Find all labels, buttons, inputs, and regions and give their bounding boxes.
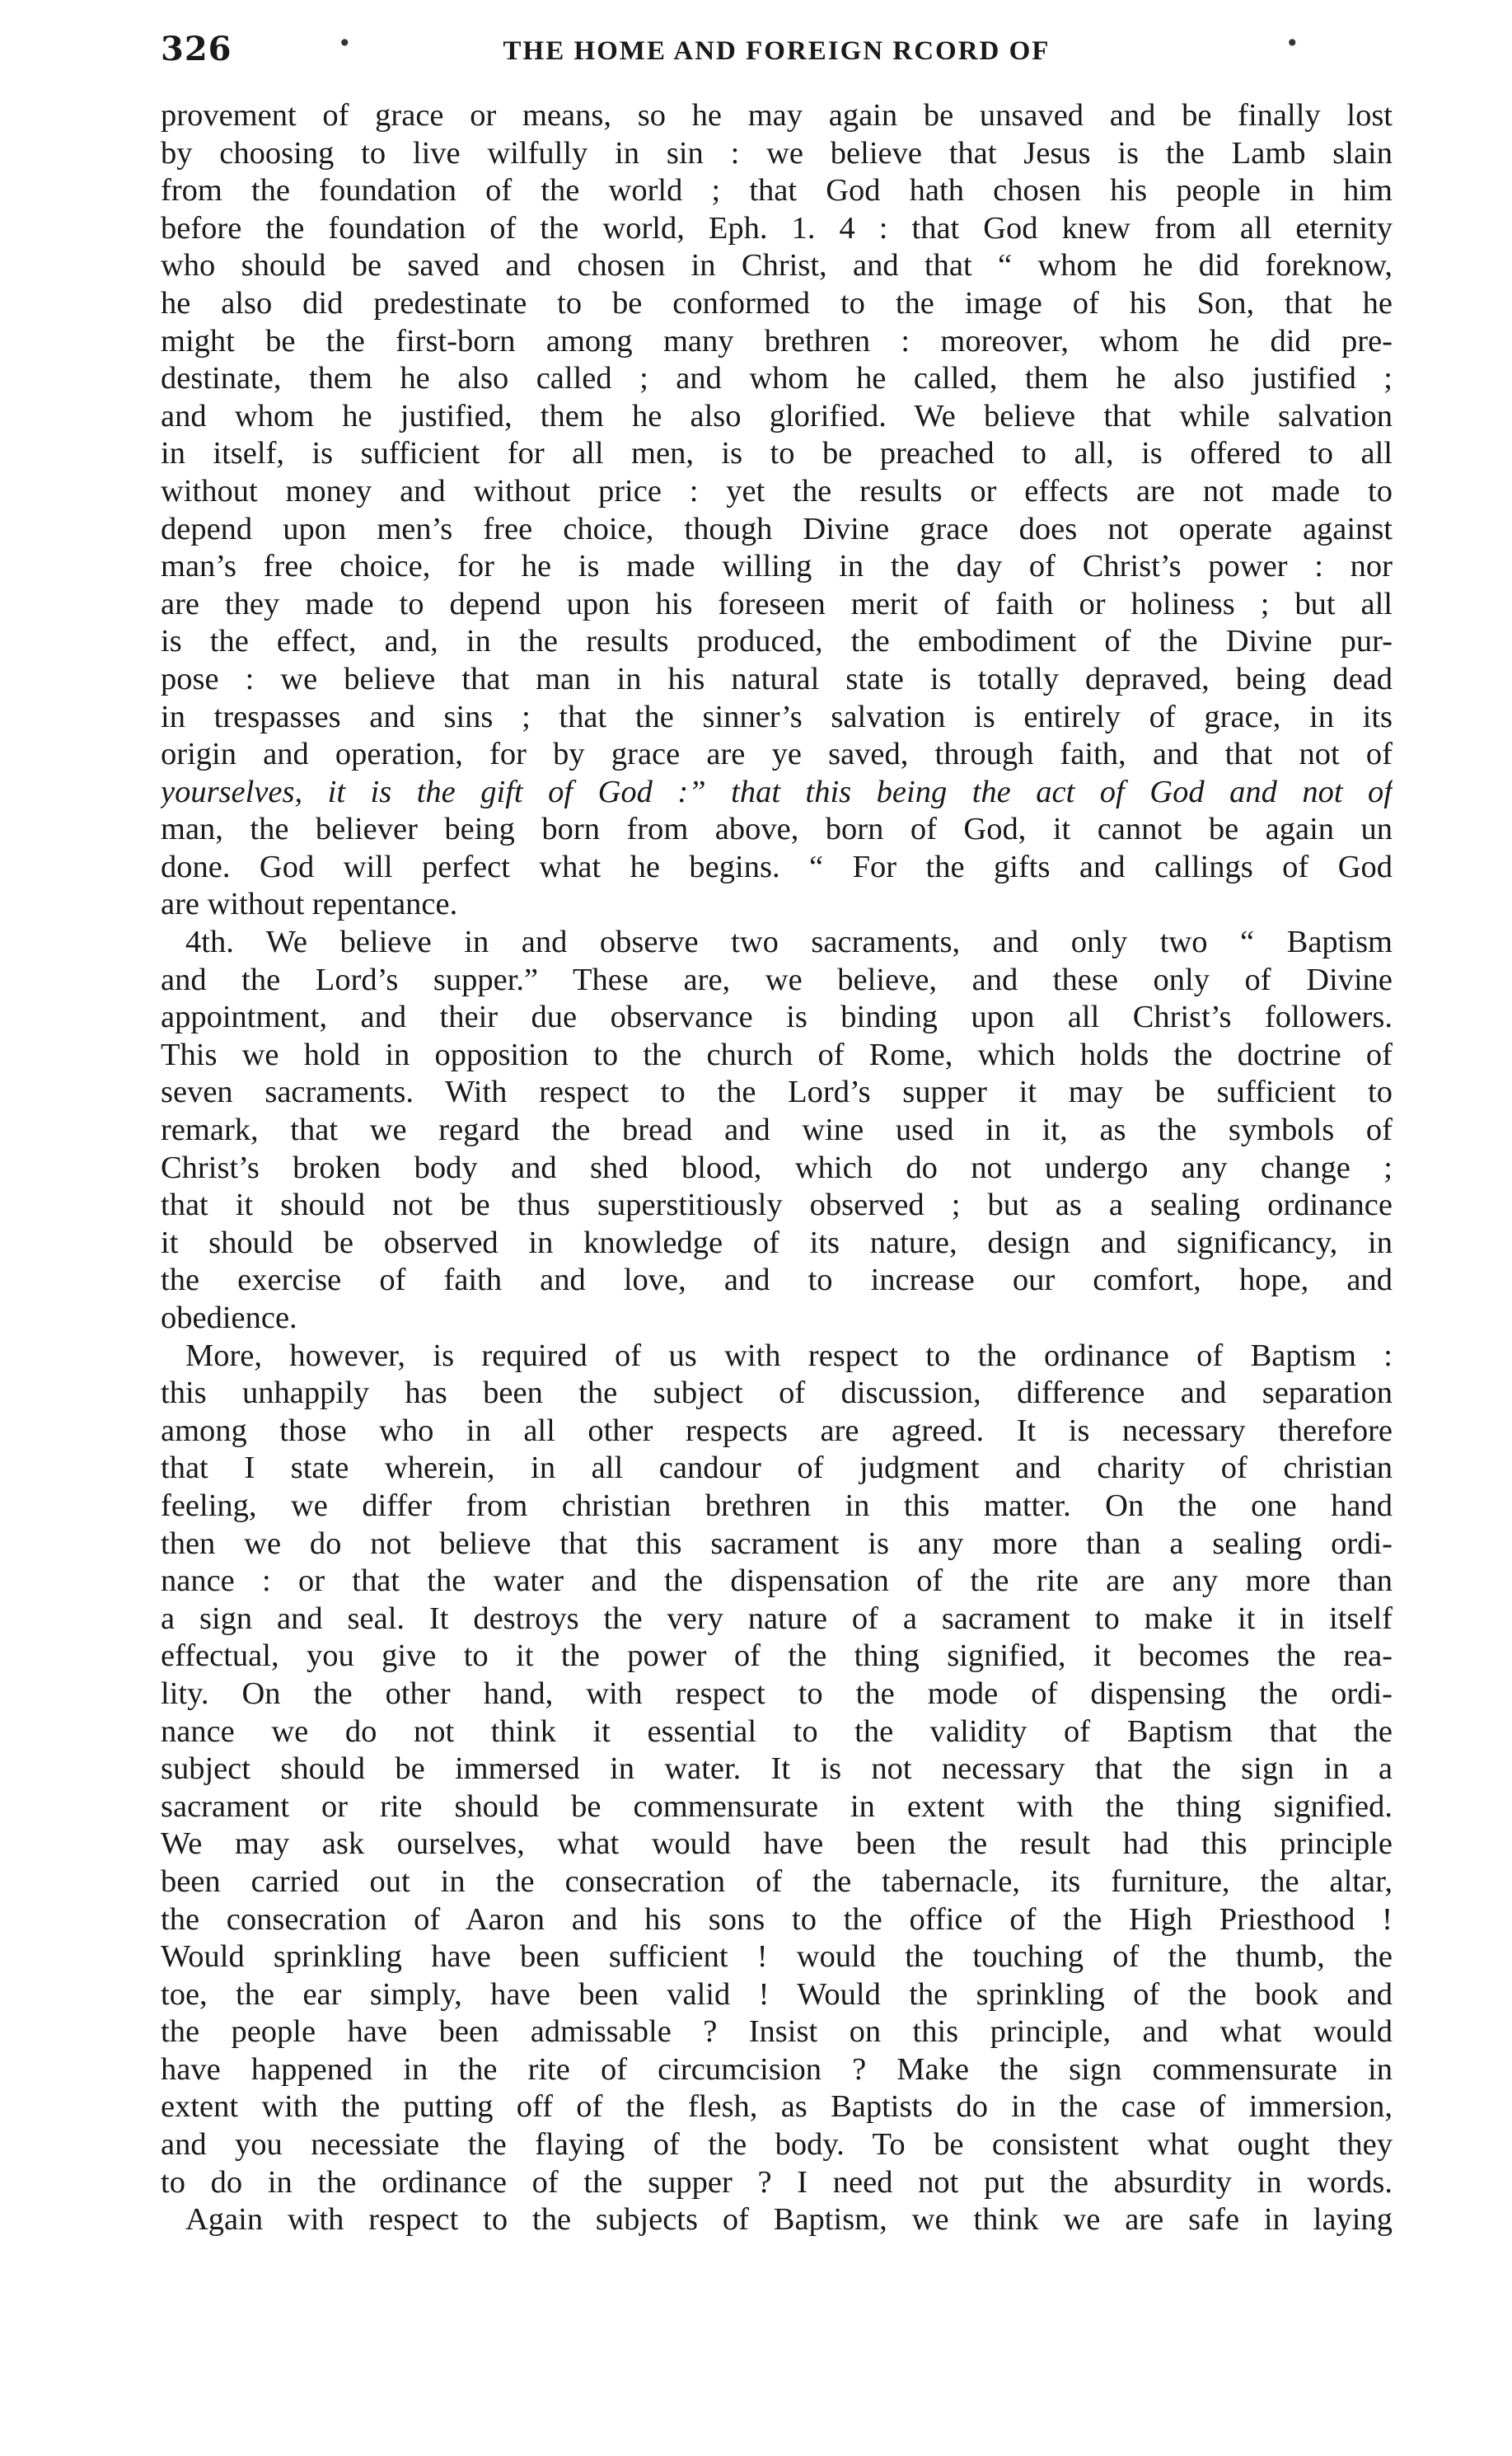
text-line: before the foundation of the world, Eph. 1. 4 : that God knew from all eternity <box>161 210 1393 246</box>
text-line: sacrament or rite should be commensurate in extent with the thing signified. <box>161 1788 1393 1824</box>
text-line: are without repentance. <box>161 887 458 922</box>
text-line: in itself, is sufficient for all men, is to be preached to all, is offered to all <box>161 436 1393 471</box>
header-dot-right: • <box>1285 30 1299 57</box>
text-line: the exercise of faith and love, and to increase our comfort, hope, and <box>161 1263 1393 1298</box>
text-line: by choosing to live wilfully in sin : we believe that Jesus is the Lamb slain <box>161 135 1393 171</box>
text-line: man, the believer being born from above, born of God, it cannot be again un <box>161 812 1393 847</box>
text-line: are they made to depend upon his foreseen merit of faith or holiness ; but all <box>161 586 1393 621</box>
text-line: extent with the putting off of the flesh, as Baptists do in the case of immersion, <box>161 2089 1393 2125</box>
body-text <box>161 97 1393 2239</box>
text-line: in trespasses and sins ; that the sinner’s salvation is entirely of grace, in its <box>161 699 1393 734</box>
text-line: to do in the ordinance of the supper ? I need not put the absurdity in words. <box>161 2164 1393 2200</box>
text-line: Christ’s broken body and shed blood, which do not undergo any change ; <box>161 1150 1393 1185</box>
text-line: he also did predestinate to be conformed to the image of his Son, that he <box>161 285 1393 321</box>
text-line: origin and operation, for by grace are ye saved, through faith, and that not of <box>161 737 1393 772</box>
text-line: the people have been admissable ? Insist on this principle, and what would <box>161 2014 1393 2050</box>
text-line: that it should not be thus superstitiously observed ; but as a sealing ordinance <box>161 1188 1393 1223</box>
text-line: lity. On the other hand, with respect to the mode of dispensing the ordi- <box>161 1676 1393 1711</box>
text-line: it should be observed in knowledge of its nature, design and significancy, in <box>161 1225 1393 1260</box>
text-line: Would sprinkling have been sufficient ! would the touching of the thumb, the <box>161 1939 1393 1975</box>
text-line: This we hold in opposition to the church of Rome, which holds the doctrine of <box>161 1037 1393 1072</box>
text-line: remark, that we regard the bread and wine used in it, as the symbols of <box>161 1113 1393 1148</box>
text-line: feeling, we differ from christian brethren in this matter. On the one hand <box>161 1488 1393 1523</box>
text-line: and the Lord’s supper.” These are, we believe, and these only of Divine <box>161 962 1393 997</box>
text-line: and you necessiate the flaying of the body. To be consistent what ought they <box>161 2127 1393 2163</box>
text-line: a sign and seal. It destroys the very nature of a sacrament to make it in itself <box>161 1601 1393 1636</box>
text-line: from the foundation of the world ; that God hath chosen his people in him <box>161 173 1393 209</box>
text-line: without money and without price : yet the results or effects are not made to <box>161 473 1393 509</box>
text-line: been carried out in the consecration of the tabernacle, its furniture, the altar, <box>161 1863 1393 1899</box>
text-line: depend upon men’s free choice, though Divine grace does not operate against <box>161 511 1393 546</box>
text-line: Again with respect to the subjects of Baptism, we think we are safe in laying <box>185 2202 1393 2238</box>
page-header <box>161 30 1393 79</box>
text-line: seven sacraments. With respect to the Lord’s supper it may be sufficient to <box>161 1075 1393 1110</box>
text-line: yourselves, it is the gift of God :” that this being the act of God and not of <box>161 774 1393 809</box>
text-line: We may ask ourselves, what would have been the result had this principle <box>161 1826 1393 1862</box>
text-line: might be the first-born among many brethren : moreover, whom he did pre- <box>161 323 1393 359</box>
text-line: appointment, and their due observance is binding upon all Christ’s followers. <box>161 1000 1393 1035</box>
text-line: effectual, you give to it the power of the thing signified, it becomes the rea- <box>161 1638 1393 1674</box>
text-line: nance : or that the water and the dispensation of the rite are any more than <box>161 1563 1393 1599</box>
text-line: man’s free choice, for he is made willing in the day of Christ’s power : nor <box>161 549 1393 584</box>
running-head: THE HOME AND FOREIGN RCORD OF <box>503 36 1051 66</box>
text-line: the consecration of Aaron and his sons to the office of the High Priesthood ! <box>161 1901 1393 1937</box>
text-line: pose : we believe that man in his natural state is totally depraved, being dead <box>161 661 1393 696</box>
text-line: done. God will perfect what he begins. “ For the gifts and callings of God <box>161 849 1393 884</box>
header-dot-left: • <box>338 30 352 57</box>
text-line: toe, the ear simply, have been valid ! Would the sprinkling of the book and <box>161 1976 1393 2012</box>
text-line: and whom he justified, them he also glorified. We believe that while salvation <box>161 398 1393 434</box>
text-line: More, however, is required of us with respect to the ordinance of Baptism : <box>185 1338 1393 1373</box>
text-line: that I state wherein, in all candour of judgment and charity of christian <box>161 1451 1393 1486</box>
text-line: nance we do not think it essential to the validity of Baptism that the <box>161 1713 1393 1749</box>
text-line: who should be saved and chosen in Christ, and that “ whom he did foreknow, <box>161 248 1393 284</box>
text-line: have happened in the rite of circumcision ? Make the sign commensurate in <box>161 2051 1393 2087</box>
page-number: 326 <box>161 30 232 68</box>
text-line: provement of grace or means, so he may again be unsaved and be finally lost <box>161 98 1393 133</box>
text-line: destinate, them he also called ; and whom he called, them he also justified ; <box>161 361 1393 396</box>
text-line: then we do not believe that this sacrament is any more than a sealing ordi- <box>161 1526 1393 1561</box>
text-line: obedience. <box>161 1301 297 1335</box>
text-line: 4th. We believe in and observe two sacraments, and only two “ Baptism <box>185 925 1393 960</box>
text-line: subject should be immersed in water. It is not necessary that the sign in a <box>161 1751 1393 1787</box>
text-line: this unhappily has been the subject of discussion, difference and separation <box>161 1376 1393 1411</box>
text-line: is the effect, and, in the results produced, the embodiment of the Divine pur- <box>161 624 1393 659</box>
text-line: among those who in all other respects are agreed. It is necessary therefore <box>161 1413 1393 1448</box>
